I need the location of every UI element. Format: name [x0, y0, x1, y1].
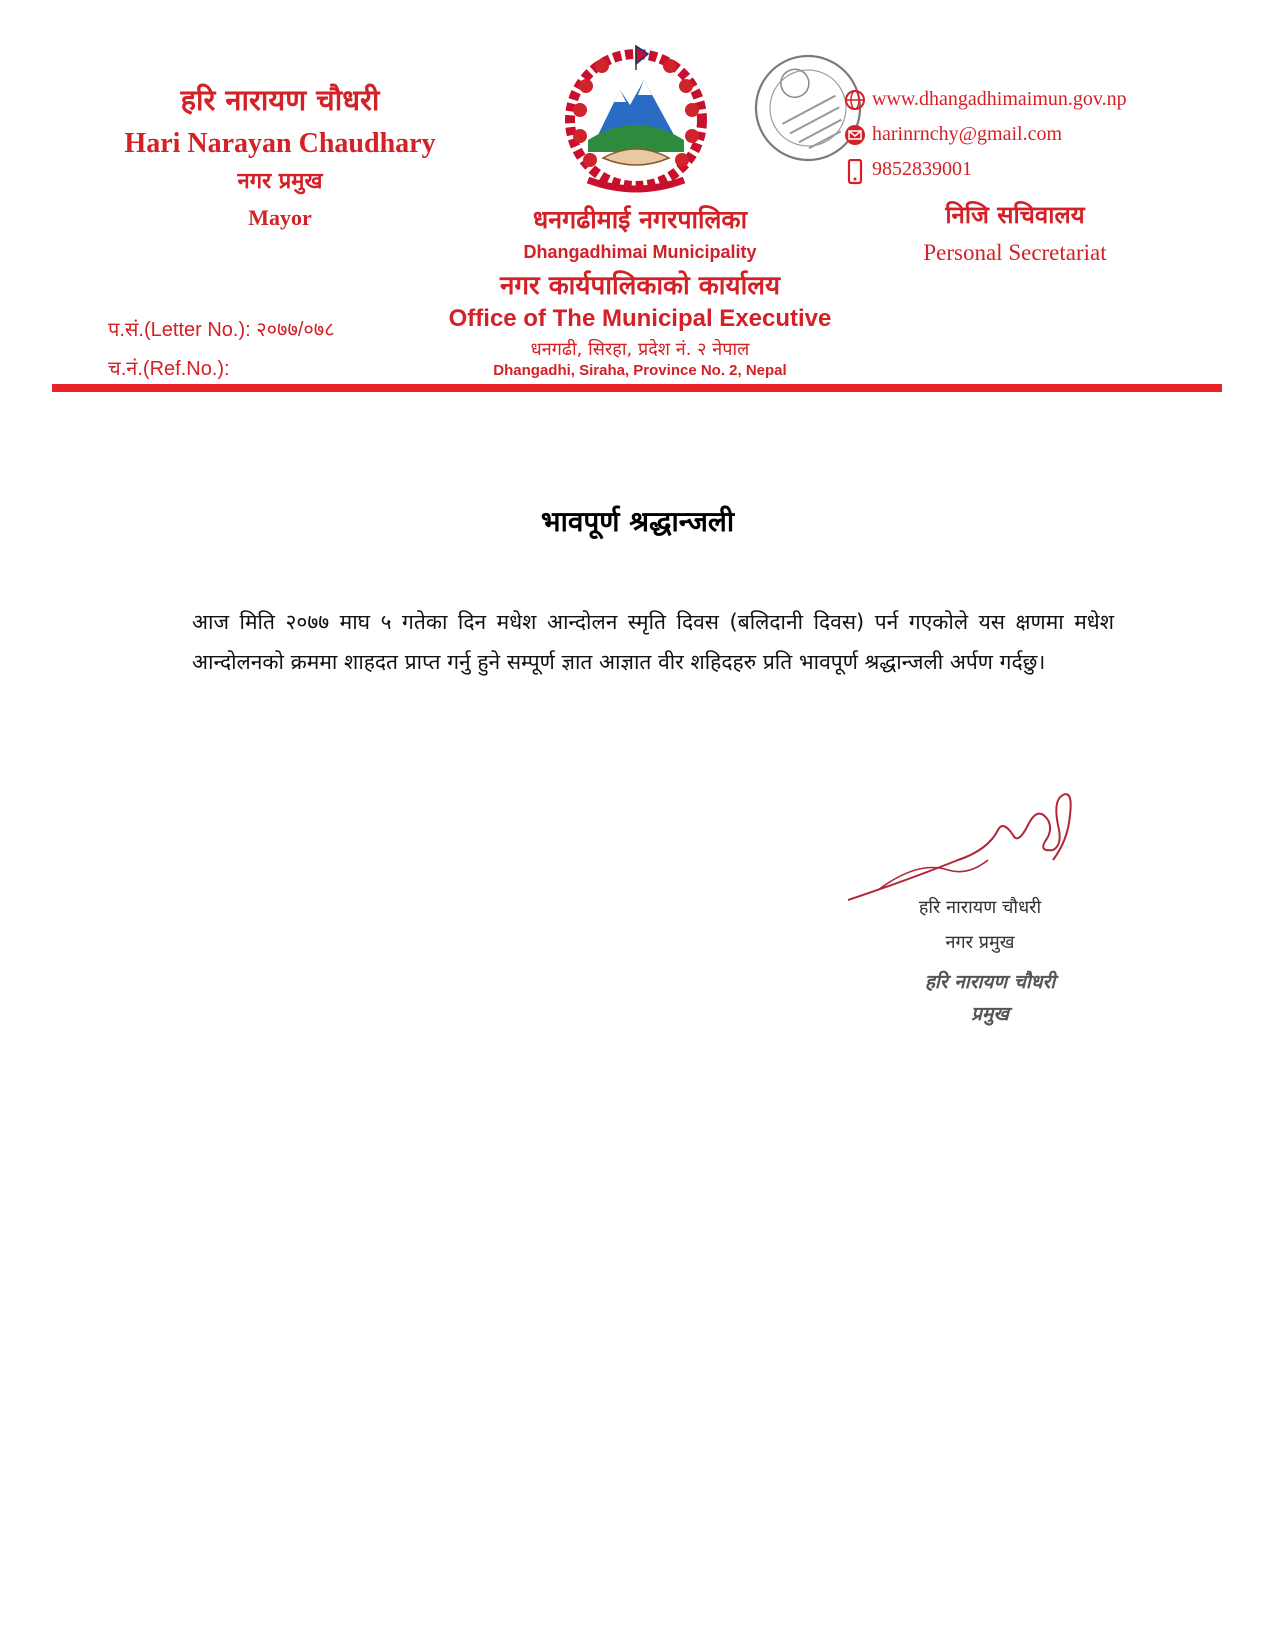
letter-body: आज मिति २०७७ माघ ५ गतेका दिन मधेश आन्दोलन स्मृति दिवस (बलिदानी दिवस) पर्न गएकोले यस क्षणमा मधेश आन्दोलनको क्रममा शाहदत प्राप्त गर्नु हुने सम्पूर्ण ज्ञात आज्ञात वीर शहिदहरु प्रति भावपूर्ण श्रद्धान्जली अर्पण गर्दछु। [192, 610, 1114, 674]
globe-icon [844, 89, 866, 117]
office-name-english: Office of The Municipal Executive [448, 305, 832, 332]
office-name-nepali: नगर कार्यपालिकाको कार्यालय [499, 271, 781, 301]
mayor-name-nepali: हरि नारायण चौधरी [180, 83, 380, 117]
phone-icon [844, 159, 866, 191]
municipality-name-english: Dhangadhimai Municipality [523, 242, 757, 262]
email-contact[interactable] [872, 123, 1062, 146]
letter-number: प.सं.(Letter No.): २०७७/०७८ [108, 319, 335, 341]
phone-contact[interactable] [872, 158, 972, 181]
email-link[interactable]: harinrnchy@gmail.com [872, 123, 1063, 145]
secretariat-nepali: निजि सचिवालय [945, 201, 1085, 229]
mayor-title-english: Mayor [248, 205, 312, 230]
mayor-title-nepali: नगर प्रमुख [237, 169, 323, 194]
seal-title-stamp: प्रमुख [971, 1003, 1009, 1025]
phone-number[interactable]: 9852839001 [872, 158, 972, 180]
website-contact[interactable] [872, 88, 1127, 111]
letter-heading: भावपूर्ण श्रद्धान्जली [540, 505, 735, 538]
handwritten-signature [848, 790, 1088, 910]
secretariat-english: Personal Secretariat [923, 240, 1107, 265]
municipality-name-nepali: धनगढीमाई नगरपालिका [532, 205, 748, 234]
reference-number: च.नं.(Ref.No.): [108, 358, 230, 380]
mail-icon [844, 124, 866, 152]
nepal-emblem-icon [558, 40, 714, 200]
mayor-name-english: Hari Narayan Chaudhary [124, 128, 436, 159]
header-divider [52, 384, 1222, 392]
seal-name-stamp: हरि नारायण चौधरी [924, 971, 1056, 993]
address-nepali: धनगढी, सिरहा, प्रदेश नं. २ नेपाल [530, 339, 750, 360]
signatory-title: नगर प्रमुख [945, 932, 1015, 953]
signatory-name: हरि नारायण चौधरी [918, 897, 1042, 918]
address-english: Dhangadhi, Siraha, Province No. 2, Nepal [493, 362, 787, 379]
website-link[interactable]: www.dhangadhimaimun.gov.np [872, 88, 1127, 110]
